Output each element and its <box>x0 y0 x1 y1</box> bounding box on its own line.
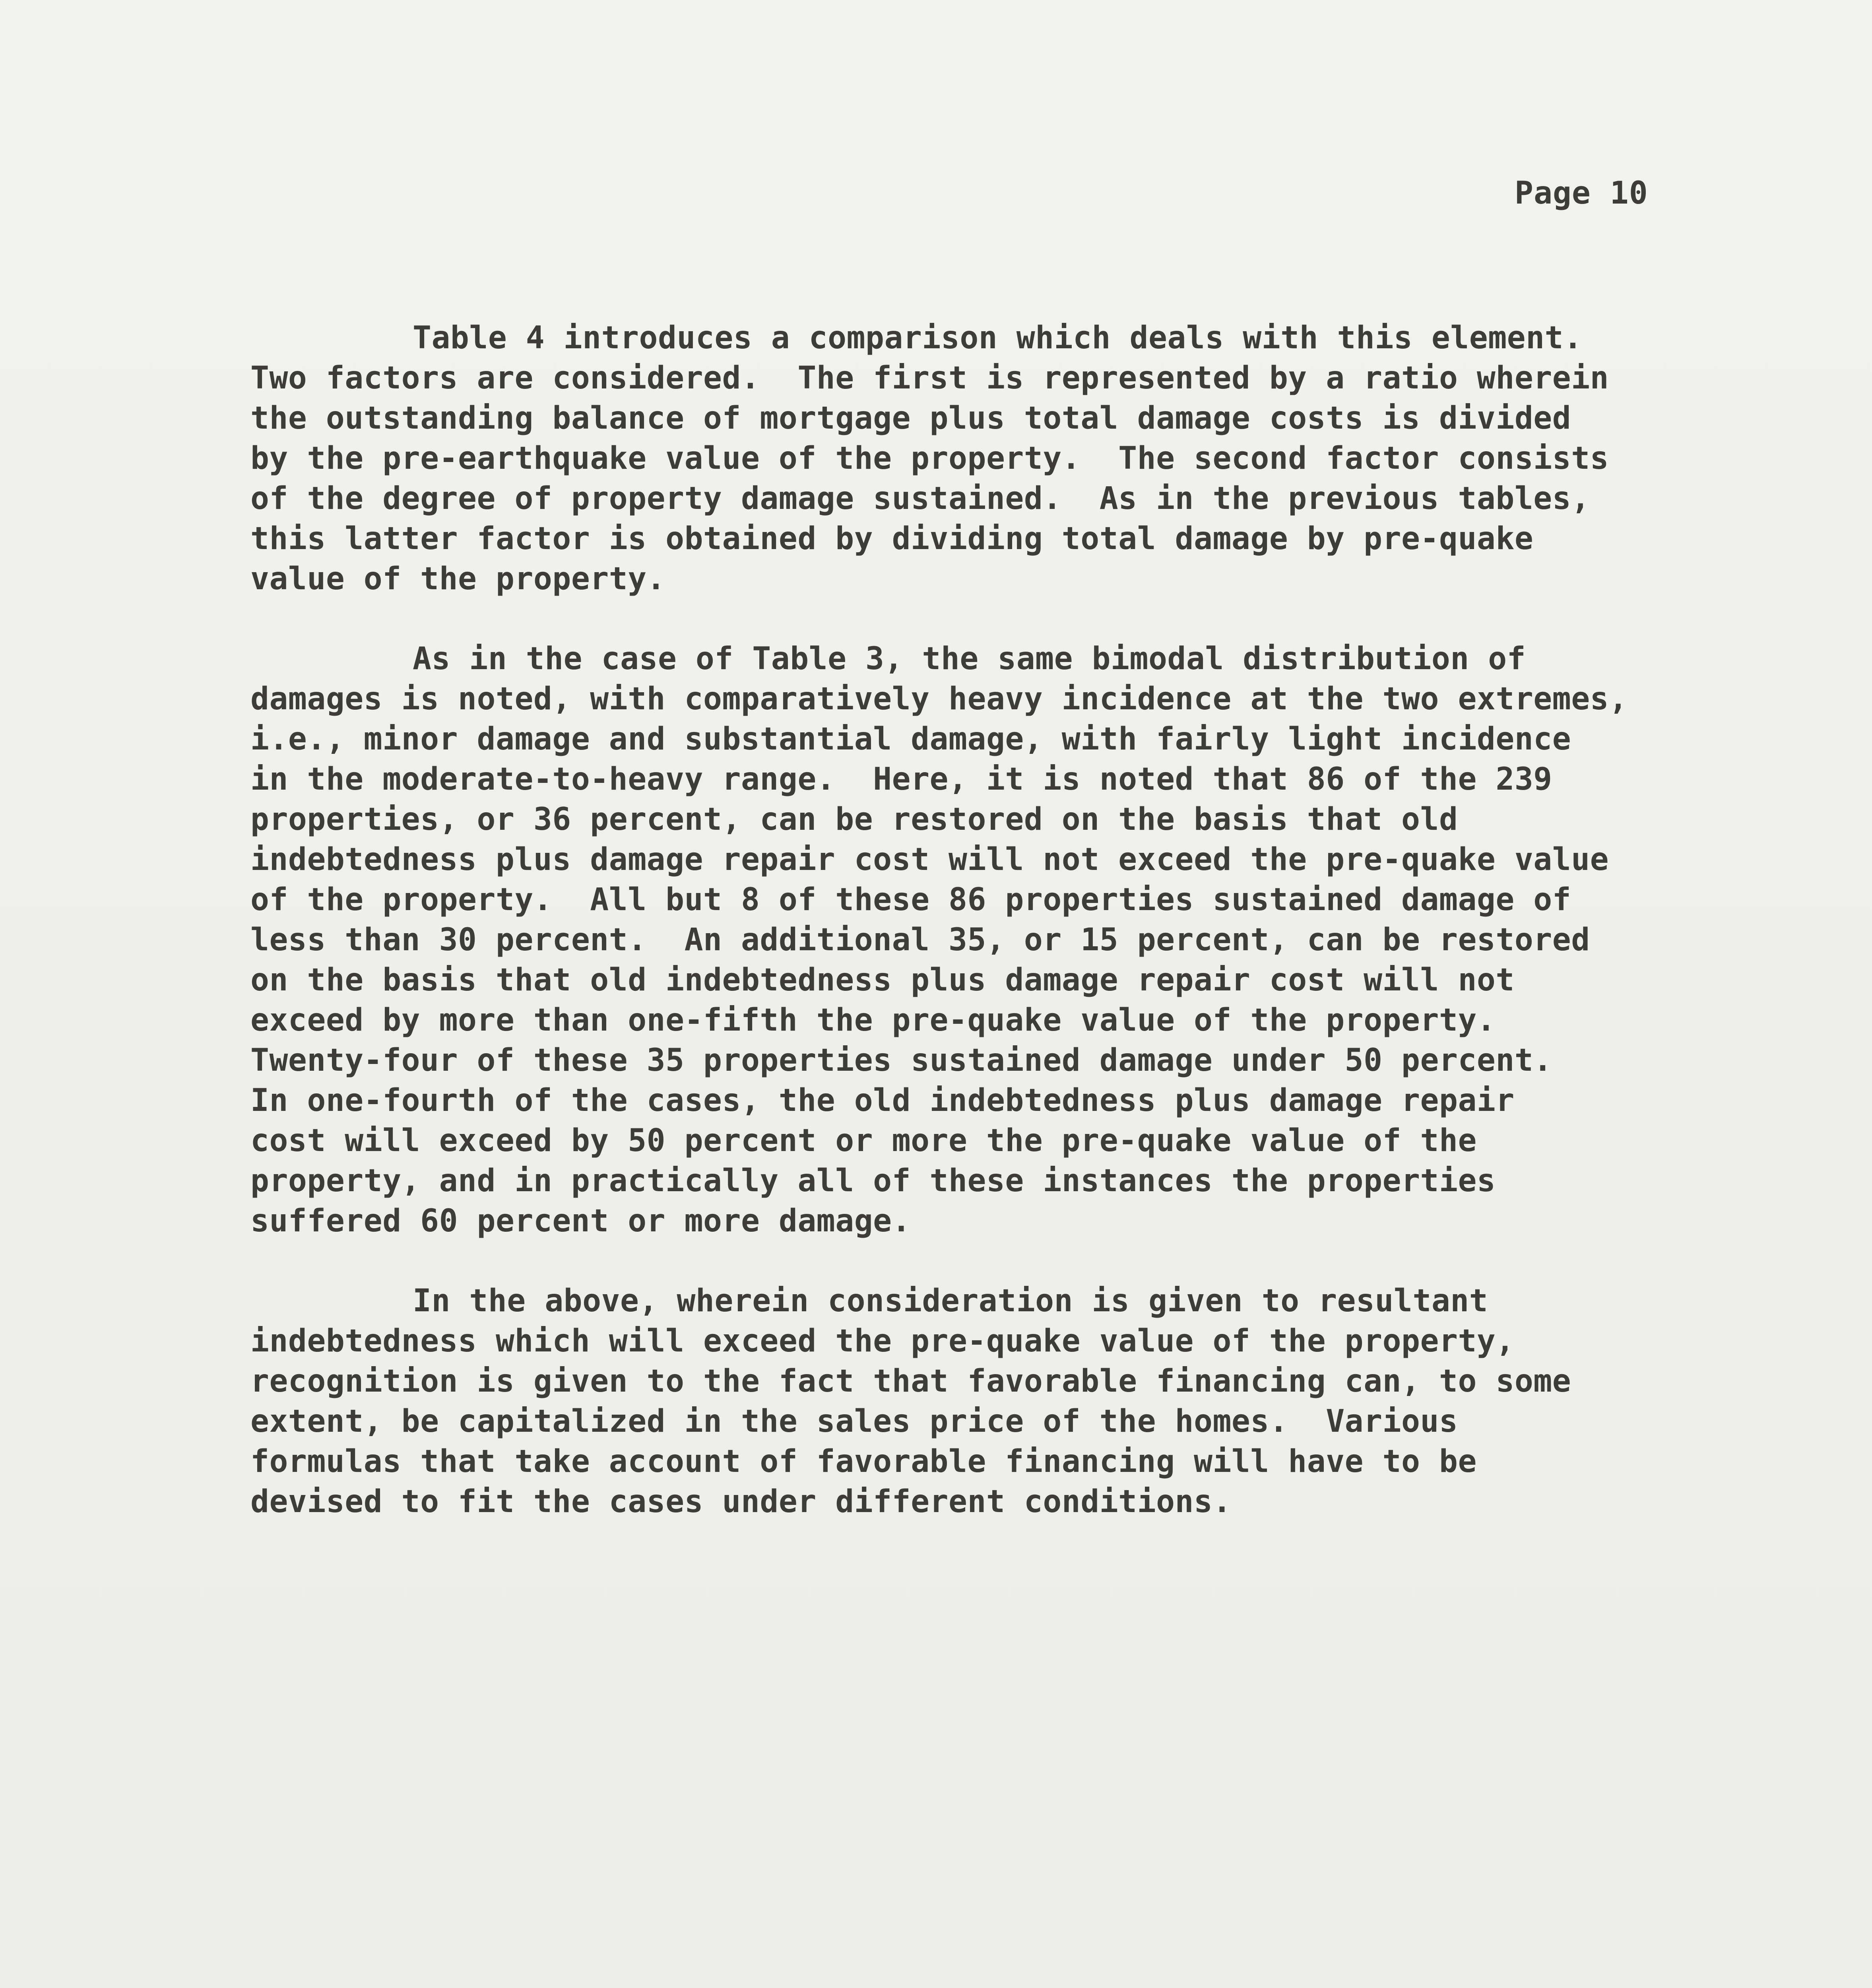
text-line: the outstanding balance of mortgage plus total damage costs is divided <box>250 400 1571 436</box>
text-line: indebtedness plus damage repair cost will not exceed the pre-quake value <box>250 842 1609 878</box>
text-line: exceed by more than one-fifth the pre-quake value of the property. <box>250 1002 1496 1038</box>
text-line: devised to fit the cases under different conditions. <box>250 1484 1232 1520</box>
body-text <box>250 318 1705 1562</box>
text-line: this latter factor is obtained by dividing total damage by pre-quake <box>250 521 1534 557</box>
text-line: cost will exceed by 50 percent or more the pre-quake value of the <box>250 1123 1477 1159</box>
text-line: In the above, wherein consideration is given to resultant <box>413 1283 1488 1319</box>
text-line: i.e., minor damage and substantial damage, with fairly light incidence <box>250 721 1571 757</box>
paragraph <box>250 318 1705 599</box>
text-line: value of the property. <box>250 561 666 597</box>
text-line: of the degree of property damage sustained. As in the previous tables, <box>250 481 1590 516</box>
text-line: in the moderate-to-heavy range. Here, it is noted that 86 of the 239 <box>250 761 1552 797</box>
text-line: by the pre-earthquake value of the property. The second factor consists <box>250 441 1609 476</box>
text-line: damages is noted, with comparatively heavy incidence at the two extremes, <box>250 681 1628 717</box>
text-line: As in the case of Table 3, the same bimodal distribution of <box>413 641 1526 677</box>
text-line: extent, be capitalized in the sales price of the homes. Various <box>250 1404 1458 1439</box>
text-line: In one-fourth of the cases, the old indebtedness plus damage repair <box>250 1083 1515 1118</box>
page-number: Page 10 <box>1515 175 1648 211</box>
text-line: property, and in practically all of these instances the properties <box>250 1163 1496 1199</box>
paragraph <box>250 639 1705 1241</box>
paragraph <box>250 1281 1705 1522</box>
text-line: indebtedness which will exceed the pre-quake value of the property, <box>250 1323 1515 1359</box>
text-line: formulas that take account of favorable financing will have to be <box>250 1444 1477 1479</box>
text-line: on the basis that old indebtedness plus damage repair cost will not <box>250 962 1515 998</box>
text-line: properties, or 36 percent, can be restored on the basis that old <box>250 802 1458 837</box>
text-line: less than 30 percent. An additional 35, or 15 percent, can be restored <box>250 922 1590 958</box>
text-line: Twenty-four of these 35 properties sustained damage under 50 percent. <box>250 1043 1552 1078</box>
text-line: of the property. All but 8 of these 86 properties sustained damage of <box>250 882 1571 918</box>
text-line: suffered 60 percent or more damage. <box>250 1203 911 1239</box>
text-line: Two factors are considered. The first is represented by a ratio wherein <box>250 360 1609 396</box>
text-line: Table 4 introduces a comparison which deals with this element. <box>413 320 1583 356</box>
text-line: recognition is given to the fact that favorable financing can, to some <box>250 1363 1571 1399</box>
